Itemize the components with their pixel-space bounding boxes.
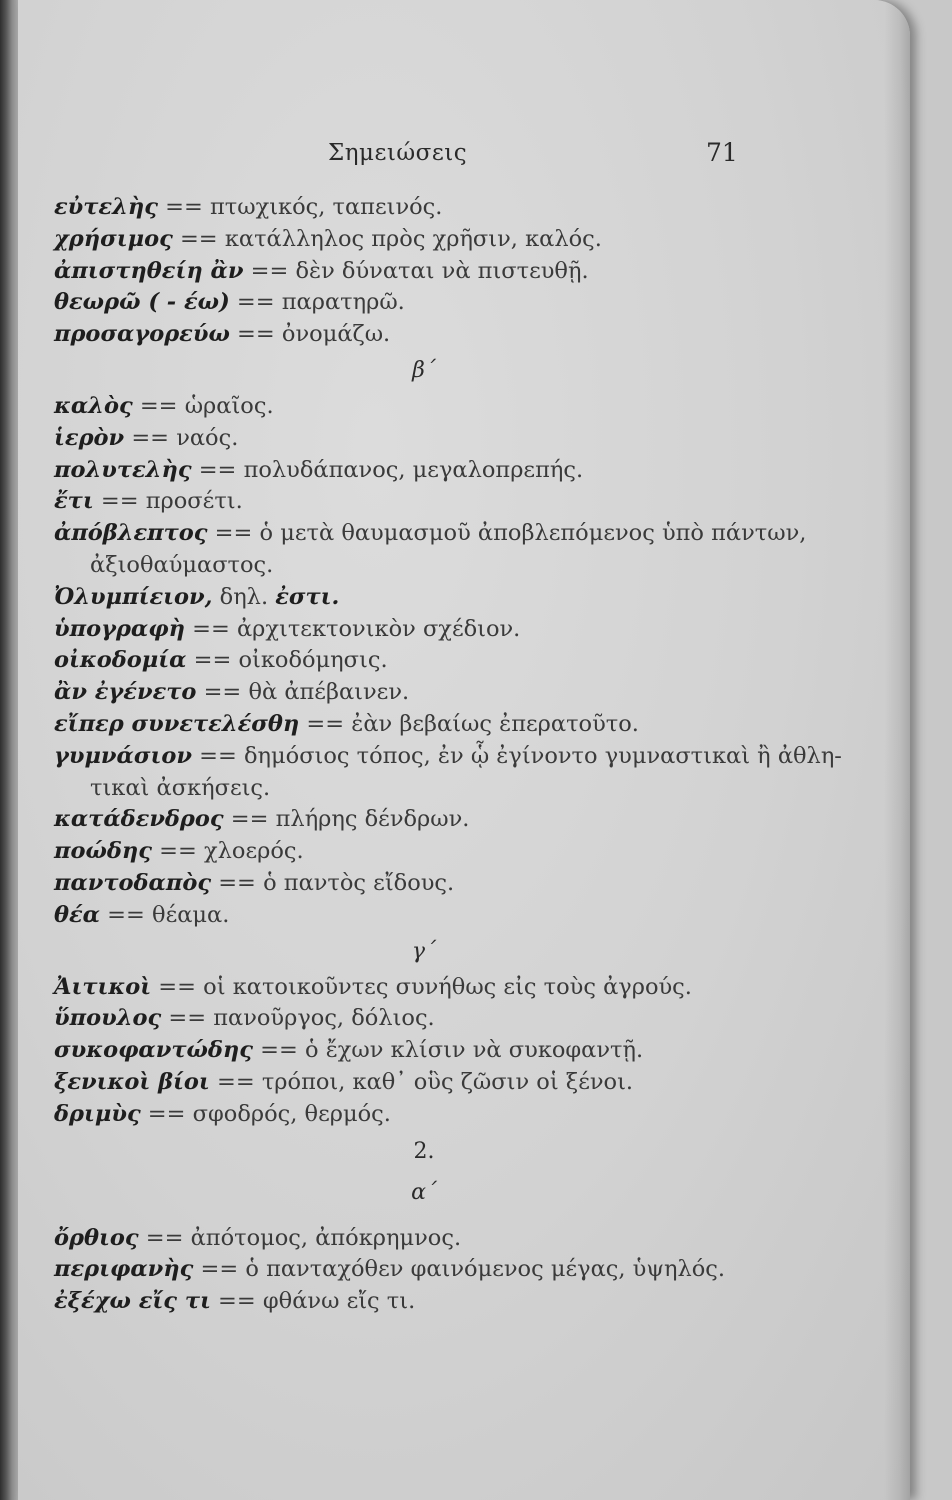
equals-sign: == [260,1037,298,1064]
entry-term: ξενικοὶ βίοι [54,1068,210,1095]
glossary-entry [54,868,774,900]
entry-definition: πλήρης δένδρων. [275,806,470,833]
entry-definition: σφοδρός, θερμός. [192,1100,391,1127]
entry-term: εἴπερ συνετελέσθη [54,710,300,737]
glossary [54,192,842,1318]
equals-sign: == [131,424,170,451]
equals-sign: == [139,392,178,419]
entry-definition: ὁ μετὰ θαυμασμοῦ ἀποβλεπόμενος ὑπὸ πάντων, [259,520,807,547]
entry-term: ἀπόβλεπτος [54,520,208,547]
glossary-entry [54,256,774,288]
glossary-entry [54,614,774,646]
glossary-entry [54,287,774,319]
entry-term: προσαγορεύω [54,321,230,348]
entry-definition: οἱ κατοικοῦντες συνήθως εἰς τοὺς ἀγρούς. [203,973,692,1000]
glossary-entry [54,455,774,487]
entry-term: ἱερὸν [54,424,125,451]
entry-continuation: ἀξιοθαύμαστος. [90,551,274,578]
glossary-entry [54,836,774,868]
glossary-entry [54,1067,774,1099]
entry-definition: ὡραῖος. [184,392,274,419]
equals-sign: == [147,1100,186,1127]
glossary-entry [54,1099,774,1131]
glossary-entry [54,224,774,256]
equals-sign: == [192,615,230,642]
equals-sign: == [193,647,232,674]
entry-definition: οἰκοδόμησις. [238,647,388,674]
equals-sign: == [218,869,256,896]
glossary-entry [54,972,774,1004]
section-marker: γ´ [411,938,437,964]
entry-definition: ὁ ἔχων κλίσιν νὰ συκοφαντῇ. [305,1037,644,1064]
entry-definition: πανοῦργος, δόλιος. [213,1005,435,1032]
entry-term: χρήσιμος [54,225,173,252]
glossary-entry [54,741,842,773]
entry-definition: δὲν δύναται νὰ πιστευθῇ. [295,257,589,284]
entry-definition: φθάνω εἴς τι. [262,1288,416,1315]
book-page [18,0,910,1500]
entry-term-secondary: ἐστι. [275,583,340,610]
equals-sign: == [198,456,237,483]
entry-term: πολυτελὴς [54,456,192,483]
equals-sign: == [168,1005,207,1032]
equals-sign: == [165,194,203,220]
glossary-entry [54,423,774,455]
glossary-entry [54,1035,774,1067]
equals-sign: == [158,973,197,1000]
entry-term: ἔτι [54,488,94,515]
entry-term: θέα [54,901,100,928]
equals-sign: == [107,901,145,928]
glossary-entry [54,1003,774,1035]
equals-sign: == [214,520,253,547]
entry-term: συκοφαντώδης [54,1037,253,1064]
equals-sign: == [237,321,275,348]
glossary-entry [54,804,774,836]
entry-term: δριμὺς [54,1100,141,1127]
entry-term: καλὸς [54,392,133,419]
equals-sign: == [216,1068,255,1095]
equals-sign: == [230,806,269,833]
entry-definition: κατάλληλος πρὸς χρῆσιν, καλός. [224,225,602,252]
entry-term: Ἀιτικοὶ [54,973,152,1000]
entry-term: θεωρῶ ( - έω) [54,289,230,316]
glossary-entry [54,1223,774,1255]
entry-definition: ναός. [176,424,239,451]
glossary-entry [54,645,774,677]
equals-sign: == [199,742,237,769]
equals-sign: == [203,679,242,706]
entry-term: ἐξέχω εἴς τι [54,1288,211,1315]
glossary-entry [54,192,774,224]
entry-term: κατάδενδρος [54,806,224,833]
section-marker: α´ [411,1179,437,1205]
entry-definition: δημόσιος τόπος, ἐν ᾧ ἐγίνοντο γυμναστικαὶ ἢ ἀθλη- [244,742,842,769]
entry-term: παντοδαπὸς [54,869,212,896]
part-number: 2. [413,1138,435,1164]
equals-sign: == [159,838,197,865]
equals-sign: == [218,1288,256,1315]
equals-sign: == [145,1224,184,1251]
entry-definition: τρόποι, καθ᾽ οὓς ζῶσιν οἱ ξένοι. [261,1068,634,1095]
entry-definition: πολυδάπανος, μεγαλοπρεπής. [243,456,584,483]
glossary-entry [54,709,774,741]
glossary-entry [54,900,774,932]
equals-sign: == [306,710,345,737]
entry-continuation: τικαὶ ἀσκήσεις. [90,774,271,801]
glossary-entry [54,518,807,550]
entry-term: οἰκοδομία [54,647,187,674]
entry-definition: χλοερός. [204,838,304,865]
glossary-entry [54,319,774,351]
page-number: 71 [706,138,738,167]
equals-sign: == [200,1256,239,1283]
equals-sign: == [236,289,275,316]
entry-definition: ἀρχιτεκτονικὸν σχέδιον. [236,615,521,642]
equals-sign: == [100,488,139,515]
entry-definition: θέαμα. [152,901,230,928]
entry-definition: θὰ ἀπέβαινεν. [248,679,410,706]
glossary-entry [54,391,774,423]
entry-definition: πτωχικός, ταπεινός. [209,194,443,220]
glossary-entry [54,486,774,518]
entry-definition: δηλ. [219,583,276,610]
entry-definition: παρατηρῶ. [281,289,405,316]
entry-definition: ὁ παντὸς εἴδους. [263,869,455,896]
entry-definition: ἐὰν βεβαίως ἐπερατοῦτο. [351,710,639,737]
entry-definition: προσέτι. [145,488,243,515]
entry-term: περιφανὴς [54,1256,194,1283]
page-title: Σημειώσεις [328,140,468,166]
glossary-entry [54,582,774,614]
entry-term: εὐτελὴς [54,194,158,220]
equals-sign: == [250,257,289,284]
entry-definition: ὀνομάζω. [281,321,391,348]
entry-term: Ὀλυμπίειον, [54,583,213,610]
entry-definition: ὁ πανταχόθεν φαινόμενος μέγας, ὑψηλός. [245,1256,726,1283]
entry-term: ἂν ἐγένετο [54,679,197,706]
entry-term: γυμνάσιον [54,742,192,769]
entry-definition: ἀπότομος, ἀπόκρημνος. [190,1224,462,1251]
entry-term: ὕπουλος [54,1005,162,1032]
glossary-entry [54,1254,774,1286]
entry-term: ἀπιστηθείη ἂν [54,257,244,284]
glossary-entry [54,677,774,709]
entry-term: ὑπογραφὴ [54,615,185,642]
glossary-entry [54,1286,774,1318]
entry-term: ὄρθιος [54,1224,139,1251]
entry-term: ποώδης [54,838,152,865]
section-marker: β´ [412,357,436,383]
equals-sign: == [179,225,218,252]
